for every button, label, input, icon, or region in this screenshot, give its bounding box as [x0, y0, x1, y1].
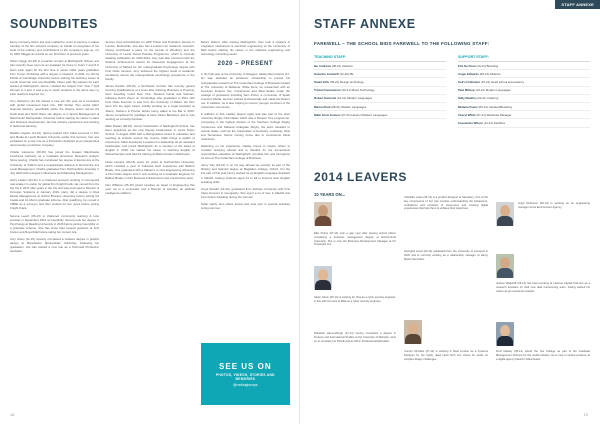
staff-row: Ueli's Fehlmann (07-21) Head school accountancy: [458, 78, 590, 86]
leaver-text: Rebekah Hamendhugh (11-14) having completed a degree in Finance and International Studies at the University of Warwick, went on to complete her PGCE and an MA in Professional Education.: [314, 332, 396, 343]
paragraph: Freya Stewart (13-20), graduated from Durham University with First Class Honours in Geography. She spent a lot of time in Madrid and Peru before travelling during the summer.: [200, 186, 290, 199]
column-3: [201, 40, 290, 405]
staff-row: Paul Millsop (19-21) Modern Languages: [458, 87, 590, 95]
support-staff-label: SUPPORT STAFF:: [458, 52, 590, 62]
paragraph: Amy Owen (11-16) recently completed a masters degree in graphic design at Manchester Metropolitan University. Following her graduation, she has started a new role as a Technical Production Assistant.: [10, 237, 100, 254]
leaver-photo: [496, 202, 514, 226]
staff-row: Stuart Ellis (09-21) Design technology: [314, 78, 446, 86]
promo-subtitle: PHOTOS, VIDEOS, STORIES AND MEMORIES: [215, 372, 275, 381]
staff-list: [314, 52, 590, 128]
staff-row: Cheryl White (07-21) Wardrobe Manager: [458, 111, 590, 119]
leaver-entry: [404, 350, 488, 361]
column-2: [105, 40, 194, 405]
paragraph: Harry Lawton (04-11) is a chartered surveyor working in commercial real estate in London for global firm Knight Frank. He moved from the big city in 2017 after years in the city and was promoted to Director of Occupier Solutions in January 2019. Harry did a degree in Real Estate Management at Oxford Brookes University before joining the Capita and CL Munro graduate scheme. After qualifying, he moved to CBRE as a surveyor and then worked for two years before joining Knight Frank.: [10, 177, 100, 211]
staff-row: Tristan Fiennemore (20-21) Music Technology: [314, 87, 446, 95]
promo-title: SEE US ON: [219, 361, 272, 371]
leaver-text: Hugh Robinson (06-14) is working as an engineering manager at the Environment Agency.: [518, 202, 590, 209]
paragraph: Serena Leech (06-13) is chartered community learning & tutor provider in September 2012 at Caerphilly. Serena took her degree in Psychology at Reading University in 2016 before joining Caerphilly on a graduate scheme. She has since held several positions at both Cantor and Royal Mail before taking her current role.: [10, 213, 100, 234]
staff-row: Emi De Rosa (13-21) Boarding: [458, 62, 590, 70]
paragraph: Mark Rowan (08-15), former headmaster of Marlingforth School, has been appointed as the new Deputy Headmaster in Jarvis Tower School. In August 2020 with a distinguished career in education and teaching at schools around the country, Mark brings a wealth of experience. Mark developed a passion for leadership as an assistant headmaster and joined Marlingforth as a member of the Head of English in 2018. He started his career in teaching English at Wolverhampton and had his training at Marist House in Edinburgh.: [105, 123, 195, 157]
paragraph: Every company where she was enabled to count to become a valued member of the film school's company on behalf of recognition of her work in the industry and contributions to the company's sign-up, run by HMV Maggie as a band on our third floor of previous years.: [10, 40, 100, 57]
leaver-entry: [314, 232, 396, 247]
leaver-photo: [314, 202, 332, 226]
staff-row: Nikki Scott-Somers (07-21) Head of Modern Languages: [314, 111, 446, 119]
farewell-heading: FAREWELL – THE SCHOOL BIDS FAREWELL TO THE FOLLOWING STAFF:: [314, 41, 490, 46]
staff-column-left: [314, 52, 446, 128]
portrait-photo: [404, 320, 422, 344]
leaver-text: Charlotte Lewis (06-14) is a product designer at Sainsbury. One of the key components of her role involves understanding the behaviours, motivations and emotions of consumers and creating digital experiences that help them to achieve their objectives.: [404, 196, 488, 211]
staff-row: Melanie Peace (09-21) Canteen/Boarding: [458, 103, 590, 111]
staff-row: Cassandra Wilson (11-21) Facilities: [458, 119, 590, 127]
leaver-entry: [404, 196, 488, 211]
paragraph: James Redder (08-15), a Northwold member has recently gained Fencing Qualifications at a level after finishing Business & Property, went travelling round New York, Panama Canal and Vietnam, following Dutch Zoom on Pontipridge who graduated in 2011 with First Class Honours in Law from the University of Wales. He then went into the legal career, initially working as a Legal Assistant at Stamp, Jackson & Procter before being called to the Bar in 2016. James completed his pupillage at Dere Street Barristers and is now working as a Family barrister.: [105, 83, 195, 121]
portrait-photo: [314, 202, 332, 226]
leaver-text: Adam Glenn (05-14) is working for Visa as a cyber security engineer, in line with his work at BAE as a cyber security engineer.: [314, 296, 396, 303]
page-title: SOUNDBITES: [10, 17, 98, 31]
leaver-entry: [496, 350, 590, 361]
leaver-photo: [496, 254, 514, 278]
paragraph: Hosie Hoopes (09-15) spent six years at Northumbria University, which included a year of industrial work experience with Balfour Beatty. She graduated with a Master's in Civil Engineering achieving a First Class degree and is now working as a Graduate Engineer for Balfour Beatty in their Business Infrastructure and Construction team.: [105, 159, 195, 180]
leaver-text: Fred Mealey (05-14) joined the Tax College as part of the Graduate Management Scheme for the media industry. He is now a content producer at a digital agency based in Manchester.: [496, 350, 590, 361]
paragraph: Charlie Lawrence (08-19) has joined the Greater Manchester Combined Authority as a Graduate Economic Research Analyst. Since leaving, Charlie has completed her degree in Economics at the University of Salford and a postgraduate diploma in Economics and Local Management. Charlie graduated from Northumbria University in July 2020 with a degree in Business and Marketing Management.: [10, 150, 100, 175]
portrait-photo: [496, 322, 514, 346]
staff-row: Angie Edwards (08-21) Athletics: [458, 70, 590, 78]
staff-annexe-page: [300, 0, 600, 424]
staff-row: Suzanne Cockerill (11-20) PE: [314, 70, 446, 78]
leaver-photo: [496, 322, 514, 346]
paragraph: Tom Hetherton (11-13) started a new job this year as a consultant with global investment bank firm, PW Global. Tom works within financial advisory, specifically within the finance sector across the North East and North West. His degree is in Sports Management at Manchester Metropolitan University before starting his career in sales and business development. He has industry experience and working in field-level advisory.: [10, 99, 100, 128]
leaver-entry: [314, 296, 396, 304]
leaver-entry: [518, 202, 590, 210]
portrait-photo: [314, 266, 332, 290]
teaching-staff-label: TEACHING STAFF:: [314, 52, 446, 62]
paragraph: Henry Kay (19-21) is on his way abroad as recently as part of the Ministry and Spanish degree at Magdalen College, Oxford. For the first part of this year Henry worked as an English Language Assistant in Madrid, helping students aged 14 to 18 to improve their English speaking skills.: [200, 163, 290, 184]
leaver-text: Ellie Pointy (07-14) took a gap year after leaving school before completing a business management degree at Northumbria University. She is now the Business Development Manager at ICI Properties Ltd.: [314, 232, 396, 247]
staff-row: Sally Rawlins (02-21) Catering: [458, 95, 590, 103]
paragraph: Reflecting on his experience, Hadley hopes to inspire others to consider studying abroad and is thankful for the tremendous opportunities education at Marlingforth provided him and throughout his time at The Cottenham College of Business.: [200, 143, 290, 161]
paragraph: Dylan Hardy and others joined and took part in several activities during summer.: [200, 202, 290, 211]
paragraph: Service Care Administrator for HPP Prison and Probation Service in London. Meanwhile, she also has a passion for academic research, having contributed a piece on the journal of Woolbury and the University of Leeds Social Practice Programme, which is currently awaiting publication for 2020-2021. Amy was also honoured with the Student Achievement Award for Research Engagement at the University of Salford for her undergraduate Psychology degree with First Class honours. Amy achieved the highest result of academic excellence across the undergraduate psychology programme in the faculty.: [105, 40, 195, 81]
instagram-handle[interactable]: @rockingtonops: [233, 382, 258, 387]
leaver-photo: [314, 266, 332, 290]
paragraph: In his final year at the University of Glasgow, Hadley Benn-Harris (17-11) was awarded an academic scholarship to pursue his postgraduate research at The Cottenham College of Business located at The University of Alabama. While there, he researched with an American Finance Tax, Investments and Real Estate under the tutelage of professors including Sam Porter, a co-founder of Spark Investors Media. He then worked professionally and made the Dean's List. In addition, he is also helping to mentor younger members of the Cottenham community.: [200, 72, 290, 110]
leaver-entry: [496, 282, 590, 293]
portrait-photo: [496, 254, 514, 278]
years-on-subheading: 10 YEARS ON...: [314, 192, 346, 197]
staff-row: Marion Paul (08-21) Modern Languages: [314, 103, 446, 111]
leaver-text: Conner McCabe (07-14) is working in Real London as a Systems Designer for the highly rated Hard Tech Ltd, where he works on complex design challenges.: [404, 350, 488, 361]
leaver-text: Joshua Wagstaff (06-14) has been working at Lazarus Capital Partners as a research assistant on their new deal restructuring team, having started his career as an investment analyst.: [496, 282, 590, 293]
paragraph: Oliver Griggs (11-18) is a teacher of Latin at Marlingforth School, and has recently been seen as an assistant for those in Years 7 and 8 to learn Latin again for the first time in seven Older years graduated from Turner Christmas with a degree in Classics. In 2011, he did his PGCE at Cambridge University before starting his teaching career at Leeds Grammar and now Redcliffe. Oliver said 'My passion for Latin started at Marlingforth, where I studied the subject from Year 7 right through to it and. It was a joy to teach students in the same way my Latin teachers inspired me.': [10, 59, 100, 97]
paragraph: Maddie Hughes (11-19), having studied Film Class Honours in Film and Media at Leeds Beckett University earlier this summer, has now embarked on a new role as a Production Assistant at an independent documentary production company.: [10, 130, 100, 148]
staff-row: Ian Andrews (96-21) Classics: [314, 62, 446, 70]
paragraph: Before Robert, After leaving Marlingforth, Dan took a masters in integrated mechanical & electrical engineering at the University of Bath before starting his career in the software engineering and technology consulting sector.: [200, 40, 290, 57]
text-columns: [10, 40, 290, 405]
leaver-text: Georgina Lloyd (03-14) graduated from the University of Liverpool in 2020 and is currently working as a relationship manager at Henry Martin Securities.: [404, 250, 488, 261]
staff-column-right: [458, 52, 590, 128]
column-1: [10, 40, 99, 405]
section-heading: 2020 – PRESENT: [217, 61, 273, 68]
leaver-entry: [314, 332, 396, 343]
section-tab: STAFF ANNEXE: [555, 0, 600, 9]
page-number: 18: [10, 412, 15, 417]
social-promo-box[interactable]: [201, 343, 290, 405]
leavers-heading: 2014 LEAVERS: [314, 170, 408, 184]
paragraph: In addition to this, Hadley played rugby and was part of the Hour University Rugby Club Nation which was a Division One programme. Competing in the highest division of the Southern College Rugby Conference and National Collegiate Rugby, the team travelled to various states, such as the Universities of Kentucky, Louisiana, Ohio and Tennessee, before coming home due to coronavirus travel restrictions.: [200, 112, 290, 141]
page-title: STAFF ANNEXE: [314, 17, 416, 31]
paragraph: Dan Williams (05-15) joined Hoodies as Head of Engineering this year. He is a co-founder and a Director of Hoodies, an artificial intelligence platform.: [105, 183, 195, 196]
portrait-photo: [496, 202, 514, 226]
staff-row: Robert Hancock (12-21) Modern Languages: [314, 95, 446, 103]
leaver-photo: [404, 320, 422, 344]
page-number: 19: [583, 412, 588, 417]
leaver-entry: [404, 250, 488, 261]
